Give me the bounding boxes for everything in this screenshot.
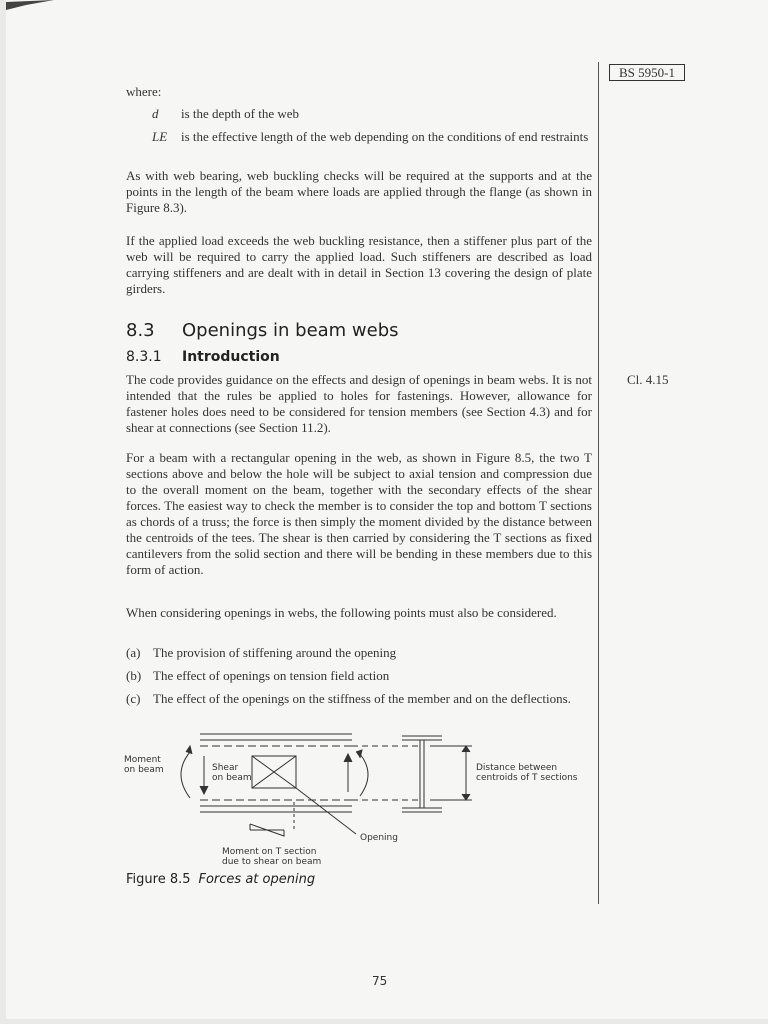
definition-symbol-le [152, 129, 167, 145]
moment-arrowhead [186, 746, 192, 754]
list-item-a-label: (a) [126, 645, 141, 660]
paragraph-web-buckling: As with web bearing, web buckling checks will be required at the supports and at the points in the length of the beam where loads are applied through the flange (as shown in Figure 8.3). [126, 168, 592, 215]
document-page [6, 0, 768, 1019]
section-title: Openings in beam webs [182, 320, 399, 341]
list-item-c-text: The effect of the openings on the stiffness of the member and on the deflections. [153, 691, 571, 706]
figure-caption-number: Figure 8.5 [126, 872, 191, 887]
subsection-title: Introduction [182, 349, 280, 365]
list-item-a-text: The provision of stiffening around the opening [153, 645, 397, 660]
figure-caption-title: Forces at opening [198, 872, 316, 887]
fig-label-moment-t-1: Moment on T section [222, 847, 317, 857]
section-number: 8.3 [126, 320, 155, 341]
fig-label-moment-2: on beam [124, 765, 164, 775]
figure-caption [126, 872, 315, 887]
page-number: 75 [372, 974, 388, 988]
subsection-number: 8.3.1 [126, 349, 162, 365]
moment-arc-right [360, 754, 368, 796]
paragraph-considerations: When considering openings in webs, the following points must also be considered. [126, 605, 557, 620]
shear-arrowhead-right [344, 754, 352, 762]
definition-symbol-le-text: LE [152, 129, 168, 144]
moment-arrowhead-right [356, 750, 362, 758]
where-label: where: [126, 84, 162, 99]
dimension-arrow-down [462, 794, 470, 800]
moment-arc [181, 752, 190, 798]
definition-symbol-d: d [152, 106, 159, 121]
list-item-b-label: (b) [126, 668, 142, 683]
clause-reference: Cl. 4.15 [627, 372, 669, 387]
scan-corner-mark [6, 0, 56, 14]
subsection-heading [126, 349, 280, 365]
fig-label-opening: Opening [360, 833, 398, 843]
paragraph-rectangular-opening: For a beam with a rectangular opening in the web, as shown in Figure 8.5, the two T sections above and below the hole will be subject to axial tension and compression due to the overall moment on the beam, together with the secondary effects of the shear forces. The easiest way to check the member is to consider the top and bottom T sections as chords of a truss; the force is then simply the moment divided by the distance between the centroids of the tees. The shear is then carried by considering the T sections as fixed cantilevers from the solid section and there will be bending in these members due to this form of action. [126, 450, 592, 577]
fig-label-moment-t-2: due to shear on beam [222, 857, 322, 867]
fig-label-distance-1: Distance between [476, 763, 558, 773]
definition-text-d: is the depth of the web [181, 106, 300, 121]
fig-label-shear-2: on beam [212, 773, 252, 783]
dimension-arrow-up [462, 746, 470, 752]
fig-label-distance-2: centroids of T sections [476, 773, 578, 783]
list-item-c-label: (c) [126, 691, 141, 706]
definition-text-le: is the effective length of the web depending on the conditions of end restraints [181, 129, 589, 144]
figure-forces-at-opening [120, 730, 600, 870]
standard-reference-box: BS 5950-1 [609, 64, 685, 81]
opening-leader [296, 788, 356, 834]
fig-label-shear-1: Shear [212, 763, 239, 773]
list-item-b-text: The effect of openings on tension field action [153, 668, 390, 683]
paragraph-introduction: The code provides guidance on the effects and design of openings in beam webs. It is not intended that the rules be applied to holes for fastenings. However, allowance for fastener holes does need to be considered for tension members (see Section 4.3) and for shear at connections (see Section 11.2). [126, 372, 592, 435]
section-heading [126, 320, 399, 341]
paragraph-stiffener: If the applied load exceeds the web buckling resistance, then a stiffener plus part of the web will be required to carry the applied load. Such stiffeners are described as load carrying stiffeners and are dealt with in detail in Section 13 covering the design of plate girders. [126, 233, 592, 296]
shear-arrowhead-left [200, 786, 208, 794]
fig-label-moment-1: Moment [124, 755, 161, 765]
